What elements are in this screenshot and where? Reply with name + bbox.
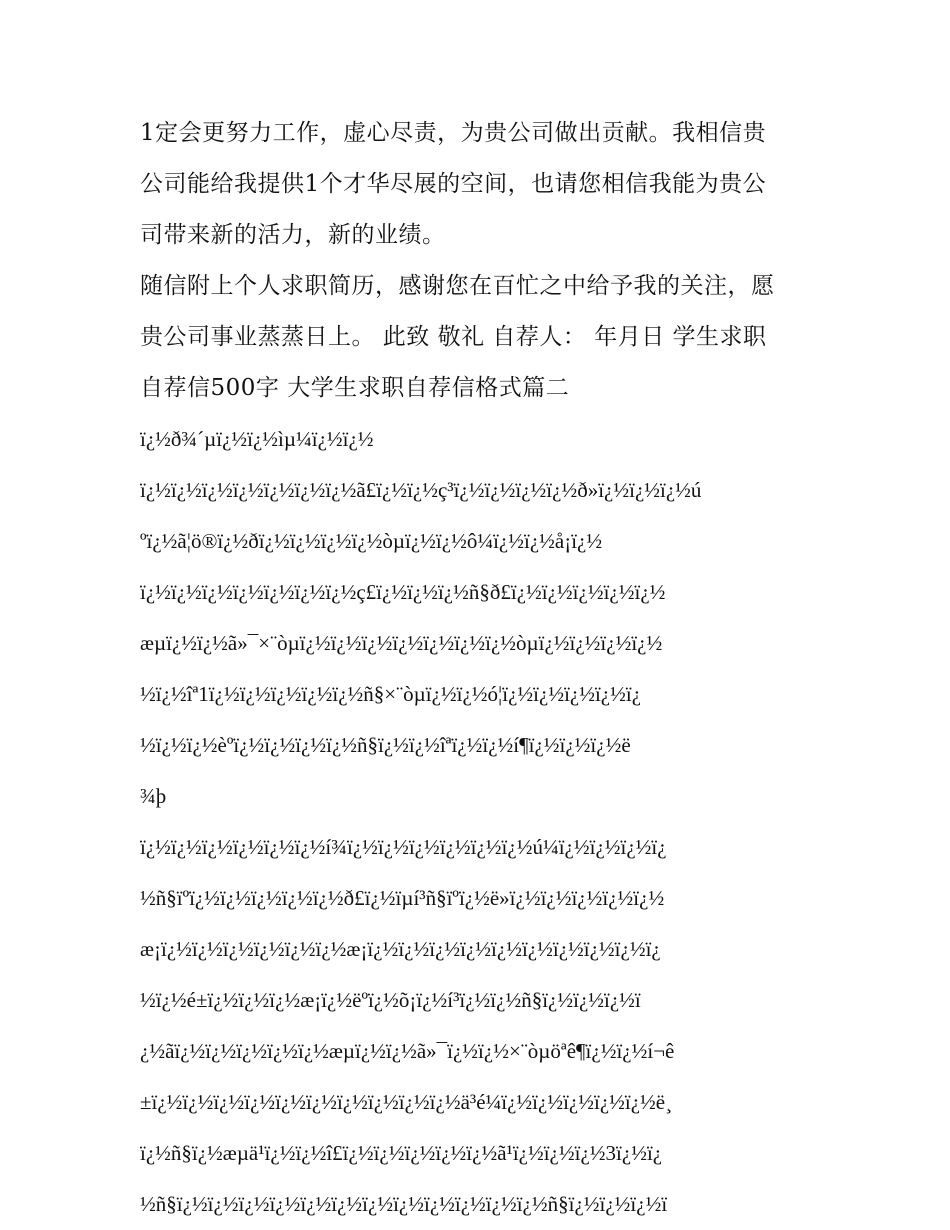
text-line: æµï¿½ï¿½ã»¯×¨òµï¿½ï¿½ï¿½ï¿½ï¿½ï¿½ï¿½òµï¿½ï¿½ï¿½ï¿½ — [140, 631, 663, 655]
text-line: ½ñ§ïºï¿½ï¿½ï¿½ï¿½ï¿½ð£ï¿½ïµí³ñ§ïºï¿½ë»ï¿½ï¿½ï¿½ï¿½ï¿½ — [140, 886, 665, 910]
text-line: 贵公司事业蒸蒸日上。 此致 敬礼 自荐人： 年月日 学生求职 — [140, 324, 767, 350]
paragraph-signoff — [140, 261, 815, 414]
text-line: 司带来新的活力，新的业绩。 — [140, 222, 446, 248]
paragraph-garbled-2 — [140, 822, 815, 1230]
text-line: ï¿½ï¿½ï¿½ï¿½ï¿½ï¿½ï¿½ã£ï¿½ï¿½ç³ï¿½ï¿½ï¿½ï¿½ð»ï¿½ï¿½ï¿½ú — [140, 478, 702, 502]
paragraph-garbled-1 — [140, 465, 815, 822]
text-line: ï¿½ñ§ï¿½æµä¹ï¿½ï¿½î£ï¿½ï¿½ï¿½ï¿½ï¿½ã¹ï¿½ï¿½ï¿½3ï¿½ï¿ — [140, 1141, 663, 1165]
text-line: ¾þ — [140, 784, 167, 808]
text-line: ï¿½ð¾´µï¿½ï¿½ìµ¼ï¿½ï¿½ — [140, 427, 374, 451]
text-line: 1定会更努力工作，虚心尽责，为贵公司做出贡献。我相信贵 — [140, 120, 767, 146]
paragraph-garbled-heading — [140, 414, 815, 465]
text-line: ½ï¿½îª1ï¿½ï¿½ï¿½ï¿½ï¿½ñ§×¨òµï¿½ï¿½ó¦ï¿½ï¿½ï¿½ï¿½ï¿ — [140, 682, 642, 706]
text-line: æ¡ï¿½ï¿½ï¿½ï¿½ï¿½ï¿½æ¡ï¿½ï¿½ï¿½ï¿½ï¿½ï¿½ï¿½ï¿½ï¿½ï¿ — [140, 937, 661, 961]
text-line: ï¿½ï¿½ï¿½ï¿½ï¿½ï¿½ï¿½ç£ï¿½ï¿½ï¿½ñ§ð£ï¿½ï¿½ï¿½ï¿½ï¿½ — [140, 580, 666, 604]
text-line: ï¿½ï¿½ï¿½ï¿½ï¿½ï¿½í¾ï¿½ï¿½ï¿½ï¿½ï¿½ï¿½ú¼ï¿½ï¿½ï¿½ï¿ — [140, 835, 667, 859]
paragraph-closing-commitment — [140, 108, 815, 261]
text-line: 随信附上个人求职简历，感谢您在百忙之中给予我的关注，愿 — [140, 273, 775, 299]
text-line: ±ï¿½ï¿½ï¿½ï¿½ï¿½ï¿½ï¿½ï¿½ï¿½ï¿½ä³é¼ï¿½ï¿½ï¿½ï¿½ï¿½ë¸ — [140, 1090, 673, 1114]
document-body — [140, 108, 815, 1230]
text-line: ºï¿½ã¦ö®ï¿½ðï¿½ï¿½ï¿½ï¿½òµï¿½ï¿½ô¼ï¿½ï¿½å¡ï¿½ — [140, 529, 603, 553]
text-line: ¿½ãï¿½ï¿½ï¿½ï¿½ï¿½æµï¿½ï¿½ã»¯ï¿½ï¿½×¨òµöªê¶ï¿½ï¿½í¬ê — [140, 1039, 675, 1063]
text-line: 公司能给我提供1个才华尽展的空间，也请您相信我能为贵公 — [140, 171, 767, 197]
text-line: ½ï¿½é±ï¿½ï¿½ï¿½æ¡ï¿½ëºï¿½õ¡ï¿½í³ï¿½ï¿½ñ§ï¿½ï¿½ï¿½ï — [140, 988, 641, 1012]
text-line: ½ñ§ï¿½ï¿½ï¿½ï¿½ï¿½ï¿½ï¿½ï¿½ï¿½ï¿½ï¿½ï¿½ñ§ï¿½ï¿½ï¿½ï — [140, 1192, 668, 1216]
text-line: ½ï¿½ï¿½èºï¿½ï¿½ï¿½ï¿½ñ§ï¿½ï¿½îªï¿½ï¿½í¶ï¿½ï¿½ï¿½ë — [140, 733, 631, 757]
text-line: 自荐信500字 大学生求职自荐信格式篇二 — [140, 375, 570, 401]
